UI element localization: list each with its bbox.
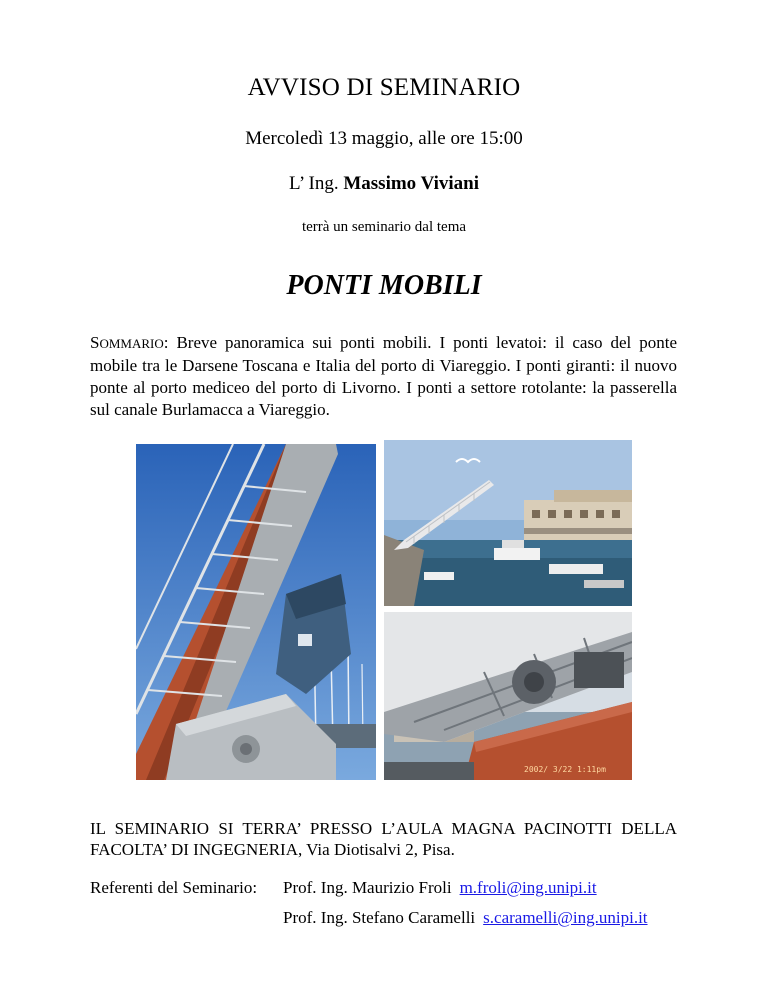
swing-bridge-illustration xyxy=(384,612,632,780)
notice-title: AVVISO DI SEMINARIO xyxy=(247,74,521,101)
referent-name: Prof. Ing. Maurizio Froli xyxy=(283,878,452,897)
harbour-canal-photo xyxy=(384,440,632,606)
referents-block xyxy=(90,873,690,933)
bascule-bridge-illustration xyxy=(136,444,376,780)
photo-collage xyxy=(136,440,632,780)
summary-text: : Breve panoramica sui ponti mobili. I ponti levatoi: il caso del ponte mobile tra le Darsene Toscana e Italia del porto di Viareggio. I ponti giranti: il nuovo ponte al porto mediceo del porto di Livorno. I ponti a settore rotolante: la passerella sul canale Burlamacca a Viareggio. xyxy=(90,333,677,419)
referent-row xyxy=(90,903,690,933)
summary-label-first: S xyxy=(90,333,100,352)
referent-email-link[interactable]: m.froli@ing.unipi.it xyxy=(459,878,597,897)
speaker-name: Massimo Viviani xyxy=(343,173,479,194)
seminar-topic: PONTI MOBILI xyxy=(286,270,482,301)
seminar-intro: terrà un seminario dal tema xyxy=(301,219,467,235)
referents-label: Referenti del Seminario: xyxy=(90,878,258,897)
swing-bridge-photo xyxy=(384,612,632,780)
summary-label-rest: OMMARIO xyxy=(99,336,164,351)
summary-paragraph xyxy=(90,332,677,421)
seminar-date: Mercoledì 13 maggio, alle ore 15:00 xyxy=(245,128,523,149)
referent-row xyxy=(90,873,690,903)
speaker-line xyxy=(0,173,768,195)
referent-name: Prof. Ing. Stefano Caramelli xyxy=(283,908,476,927)
bascule-bridge-photo xyxy=(136,444,376,780)
harbour-canal-illustration xyxy=(384,440,632,606)
photo-timestamp: 2002/ 3/22 1:11pm xyxy=(524,765,606,774)
speaker-prefix: L’ Ing. xyxy=(288,173,344,194)
venue-paragraph: IL SEMINARIO SI TERRA’ PRESSO L’AULA MAGNA PACINOTTI DELLA FACOLTA’ DI INGEGNERIA, Via Diotisalvi 2, Pisa. xyxy=(90,819,677,859)
referent-email-link[interactable]: s.caramelli@ing.unipi.it xyxy=(483,908,648,927)
referents-label-spacer xyxy=(90,903,283,933)
